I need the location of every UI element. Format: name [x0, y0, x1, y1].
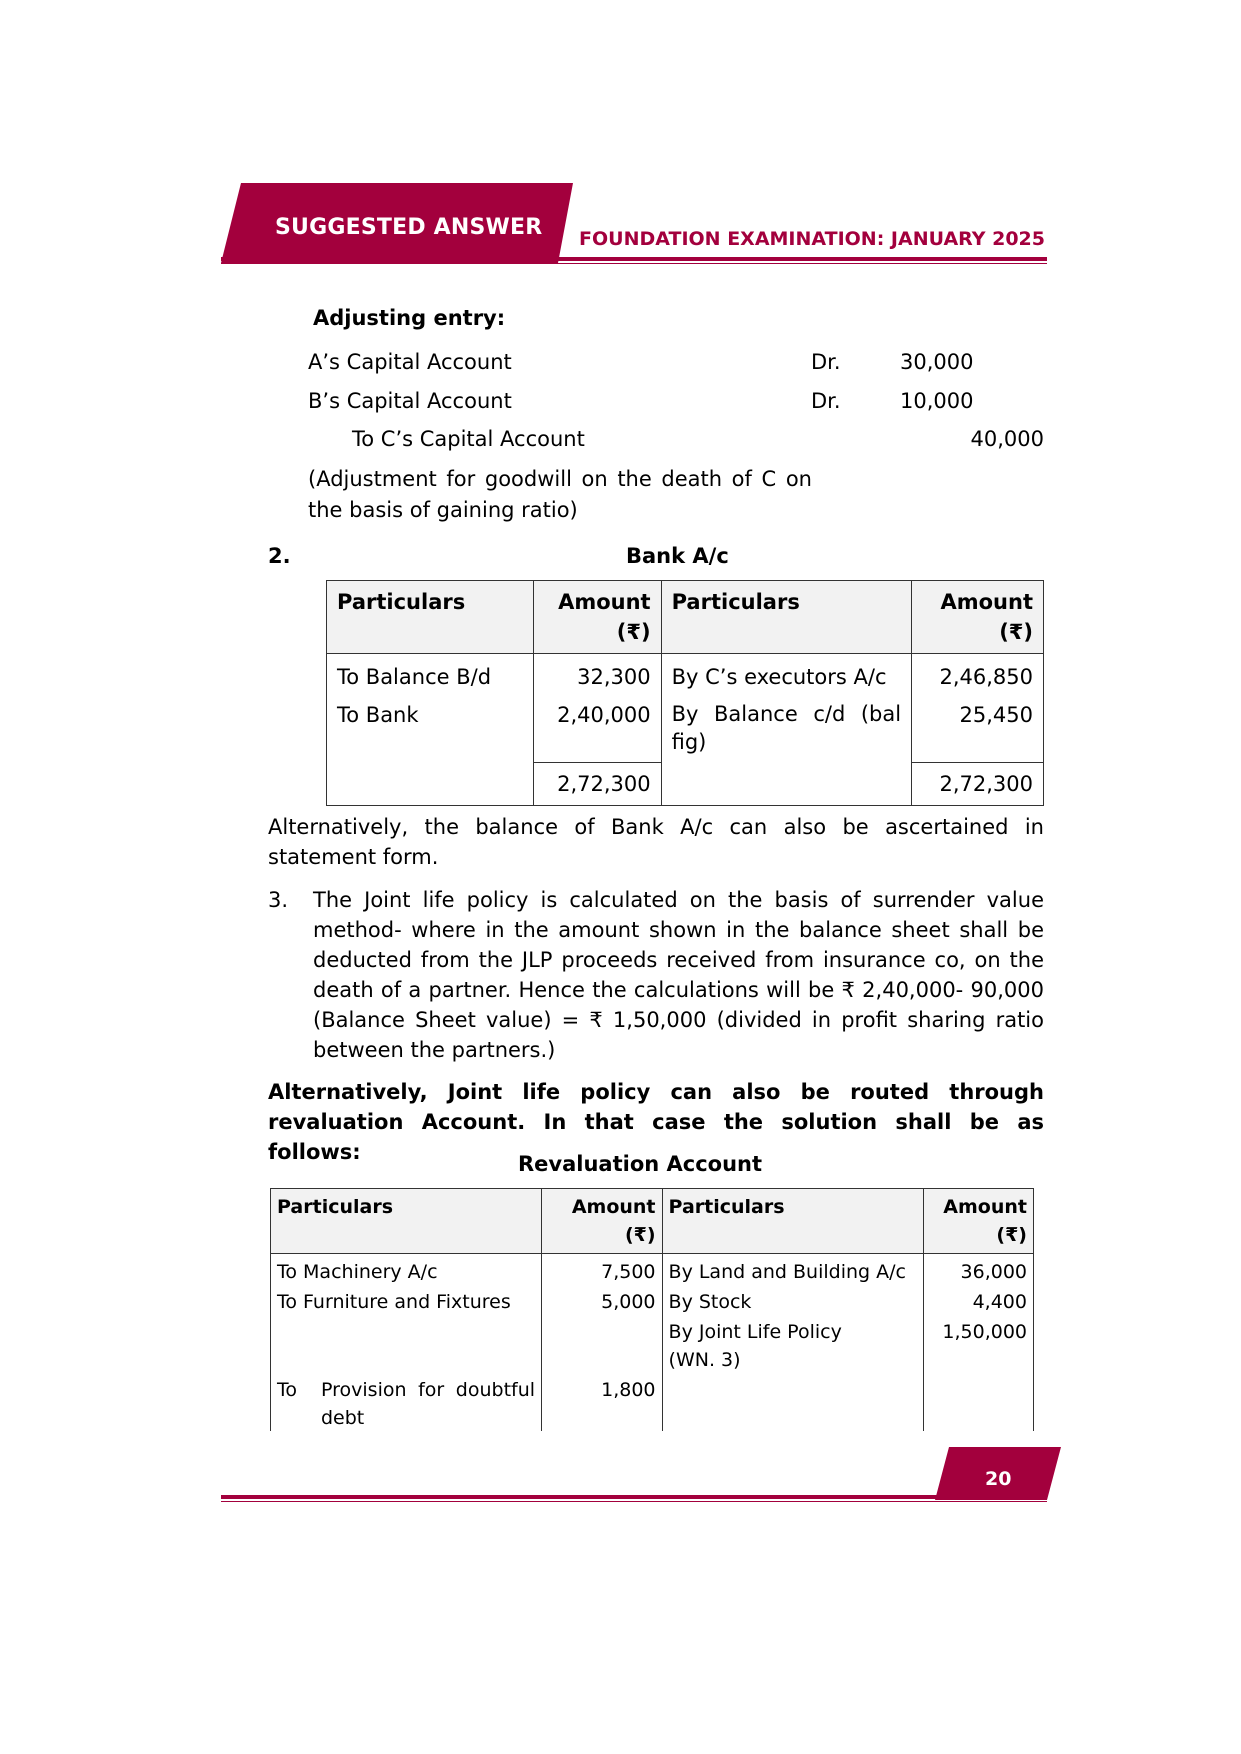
provision-row: To Provision for doubtful debt	[277, 1379, 536, 1429]
table-row	[327, 654, 1044, 763]
table-cell	[327, 762, 534, 805]
table-cell: 2,46,850 25,450	[912, 654, 1044, 763]
header-particulars-dr: Particulars	[271, 1189, 542, 1254]
entry-line-b-dr: Dr.	[811, 389, 841, 413]
adjusting-entry-heading: Adjusting entry:	[313, 306, 506, 330]
header-amount-dr: Amount (₹)	[542, 1189, 662, 1254]
table-cell: 32,300 2,40,000	[533, 654, 661, 763]
entry-line-a-dr: Dr.	[811, 350, 841, 374]
header-amount-cr: Amount (₹)	[923, 1189, 1033, 1254]
alt-jlp-note: Alternatively, Joint life policy can also be routed through revaluation Account. In that case the solution shall be as follows:	[268, 1080, 1044, 1164]
entry-narration-line1: (Adjustment for goodwill on the death of C on	[308, 467, 812, 491]
point-3-number: 3.	[268, 888, 289, 912]
table-cell: By C’s executors A/c By Balance c/d (bal fig)	[661, 654, 911, 763]
header-amount-cr: Amount (₹)	[912, 581, 1044, 654]
page-number: 20	[985, 1468, 1012, 1490]
alt-bank-note: Alternatively, the balance of Bank A/c can also be ascertained in statement form.	[268, 815, 1044, 869]
entry-narration-line2: the basis of gaining ratio)	[308, 498, 578, 522]
table-total-row	[327, 762, 1044, 805]
footer-rule-thin	[221, 1501, 1047, 1502]
revaluation-account-title: Revaluation Account	[518, 1152, 763, 1176]
table-cell: To Balance B/d To Bank	[327, 654, 534, 763]
table-cell: To Machinery A/c To Furniture and Fixtures To Provision for doubtful debt	[271, 1254, 542, 1437]
table-cell: By Land and Building A/c By Stock By Joint Life Policy (WN. 3)	[662, 1254, 923, 1437]
header-particulars-cr: Particulars	[661, 581, 911, 654]
entry-line-a-debit: 30,000	[900, 350, 974, 374]
table-cell	[661, 762, 911, 805]
entry-credit-amount: 40,000	[970, 427, 1044, 451]
table-row	[271, 1254, 1034, 1437]
header-amount-dr: Amount (₹)	[533, 581, 661, 654]
entry-line-b-account: B’s Capital Account	[308, 389, 512, 413]
table-cell: 7,500 5,000 1,800	[542, 1254, 662, 1437]
header-particulars-dr: Particulars	[327, 581, 534, 654]
header-particulars-cr: Particulars	[662, 1189, 923, 1254]
bank-account-table	[326, 580, 1044, 806]
header-rule	[221, 257, 1047, 261]
footer-rule	[221, 1495, 1047, 1499]
total-debit: 2,72,300	[533, 762, 661, 805]
page-break-mask	[266, 1431, 1046, 1445]
point-3-text: The Joint life policy is calculated on the basis of surrender value method- where in the amount shown in the balance sheet shall be deducted from the JLP proceeds received from insurance co, on the death of a partner. Hence the calculations will be ₹ 2,40,000- 90,000 (Balance Sheet value) = ₹ 1,50,000 (divided in profit sharing ratio between the partners.)	[313, 888, 1044, 1062]
revaluation-account-table	[270, 1188, 1034, 1437]
entry-line-b-debit: 10,000	[900, 389, 974, 413]
table-cell: 36,000 4,400 1,50,000	[923, 1254, 1033, 1437]
header-tab-label: SUGGESTED ANSWER	[275, 215, 543, 240]
entry-credit-account: To C’s Capital Account	[352, 427, 585, 451]
section-number-2: 2.	[268, 544, 291, 568]
table-header-row	[327, 581, 1044, 654]
total-credit: 2,72,300	[912, 762, 1044, 805]
table-header-row	[271, 1189, 1034, 1254]
bank-account-title: Bank A/c	[626, 544, 729, 568]
entry-line-a-account: A’s Capital Account	[308, 350, 512, 374]
header-rule-thin	[221, 263, 1047, 264]
header-title: FOUNDATION EXAMINATION: JANUARY 2025	[579, 228, 1045, 250]
